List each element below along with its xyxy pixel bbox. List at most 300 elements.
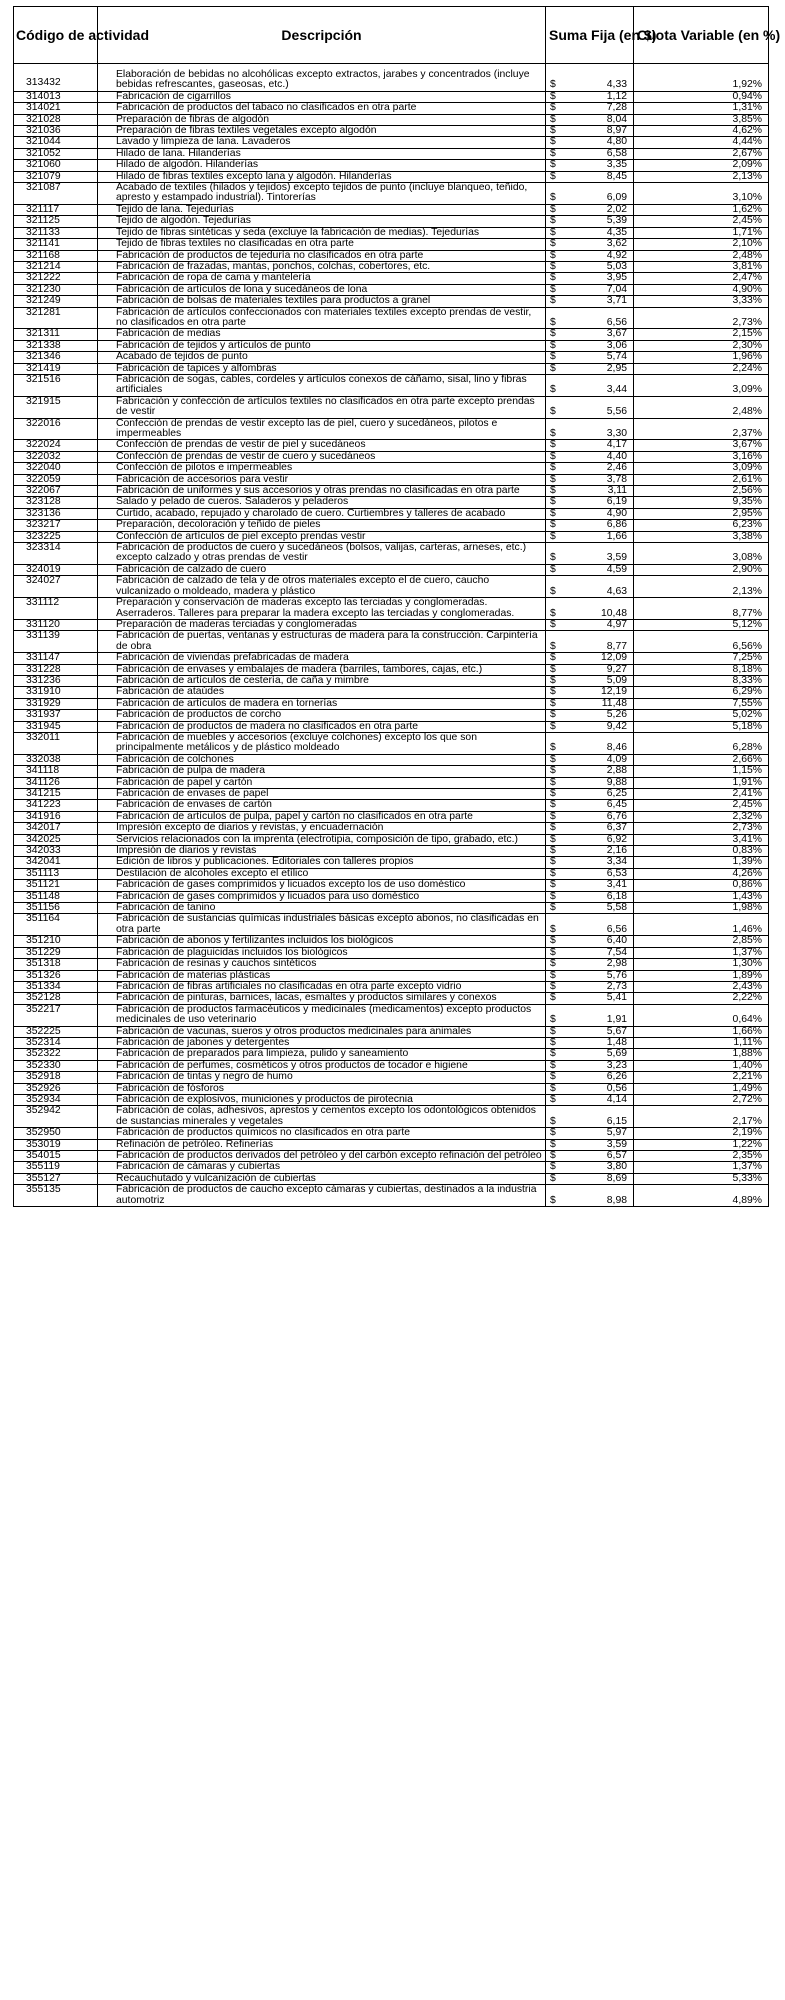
fixed-amount-cell: 9,88 — [568, 777, 634, 788]
variable-rate-cell: 1,98% — [634, 903, 769, 914]
fixed-amount-cell: 3,67 — [568, 329, 634, 340]
variable-rate-cell: 2,37% — [634, 418, 769, 440]
currency-symbol-cell: $ — [546, 160, 568, 171]
description-cell: Fabricación de gases comprimidos y licuados para uso doméstico — [98, 891, 546, 902]
description-cell: Tejido de algodón. Tejedurías — [98, 216, 546, 227]
currency-symbol-cell: $ — [546, 486, 568, 497]
variable-rate-cell: 1,91% — [634, 777, 769, 788]
description-cell: Fabricación de calzado de cuero — [98, 564, 546, 575]
fixed-amount-cell: 4,97 — [568, 619, 634, 630]
variable-rate-cell: 1,49% — [634, 1083, 769, 1094]
fixed-amount-cell: 4,59 — [568, 564, 634, 575]
description-cell: Fabricación de pinturas, barnices, lacas, esmaltes y productos similares y conexos — [98, 993, 546, 1004]
table-row — [14, 1072, 769, 1083]
fixed-amount-cell: 5,26 — [568, 710, 634, 721]
currency-symbol-cell: $ — [546, 284, 568, 295]
variable-rate-cell: 0,64% — [634, 1004, 769, 1026]
activity-code-cell: 321036 — [14, 126, 98, 137]
fixed-amount-cell: 3,80 — [568, 1162, 634, 1173]
currency-symbol-cell: $ — [546, 1037, 568, 1048]
currency-symbol-cell: $ — [546, 451, 568, 462]
description-cell: Hilado de lana. Hilanderías — [98, 148, 546, 159]
fixed-amount-cell: 6,56 — [568, 914, 634, 936]
currency-symbol-cell: $ — [546, 891, 568, 902]
description-cell: Fabricación de uniformes y sus accesorios y otras prendas no clasificadas en otra parte — [98, 486, 546, 497]
currency-symbol-cell: $ — [546, 463, 568, 474]
description-cell: Fabricación de sustancias químicas industriales básicas excepto abonos, no clasificadas en otra parte — [98, 914, 546, 936]
currency-symbol-cell: $ — [546, 1173, 568, 1184]
variable-rate-cell: 1,15% — [634, 766, 769, 777]
activity-code-cell: 321117 — [14, 204, 98, 215]
description-cell: Fabricación de productos de corcho — [98, 710, 546, 721]
table-row — [14, 363, 769, 374]
table-row — [14, 273, 769, 284]
fixed-amount-cell: 8,46 — [568, 732, 634, 754]
description-cell: Lavado y limpieza de lana. Lavaderos — [98, 137, 546, 148]
currency-symbol-cell: $ — [546, 204, 568, 215]
currency-symbol-cell: $ — [546, 183, 568, 205]
activity-code-cell: 321915 — [14, 396, 98, 418]
table-row — [14, 463, 769, 474]
variable-rate-cell: 1,37% — [634, 1162, 769, 1173]
table-row — [14, 857, 769, 868]
variable-rate-cell: 1,40% — [634, 1060, 769, 1071]
currency-symbol-cell: $ — [546, 91, 568, 102]
table-row — [14, 329, 769, 340]
description-cell: Fabricación de calzado de tela y de otros materiales excepto el de cuero, caucho vulcanizado o moldeado, madera y plástico — [98, 576, 546, 598]
variable-rate-cell: 8,77% — [634, 598, 769, 620]
variable-rate-cell: 3,33% — [634, 296, 769, 307]
fixed-amount-cell: 5,58 — [568, 903, 634, 914]
variable-rate-cell: 7,55% — [634, 698, 769, 709]
activity-code-cell: 321079 — [14, 171, 98, 182]
fixed-amount-cell: 3,34 — [568, 857, 634, 868]
variable-rate-cell: 2,13% — [634, 576, 769, 598]
variable-rate-cell: 2,90% — [634, 564, 769, 575]
fixed-amount-cell: 0,56 — [568, 1083, 634, 1094]
currency-symbol-cell: $ — [546, 64, 568, 92]
description-cell: Fabricación de productos del tabaco no clasificados en otra parte — [98, 103, 546, 114]
description-cell: Fabricación de envases de cartón — [98, 800, 546, 811]
fixed-amount-cell: 8,97 — [568, 126, 634, 137]
table-row — [14, 296, 769, 307]
currency-symbol-cell: $ — [546, 754, 568, 765]
fixed-amount-cell: 3,95 — [568, 273, 634, 284]
table-row — [14, 148, 769, 159]
table-row — [14, 204, 769, 215]
fixed-amount-cell: 5,03 — [568, 261, 634, 272]
currency-symbol-cell: $ — [546, 296, 568, 307]
variable-rate-cell: 2,35% — [634, 1151, 769, 1162]
fixed-amount-cell: 7,04 — [568, 284, 634, 295]
fixed-amount-cell: 7,28 — [568, 103, 634, 114]
variable-rate-cell: 1,31% — [634, 103, 769, 114]
currency-symbol-cell: $ — [546, 1185, 568, 1207]
table-row — [14, 451, 769, 462]
table-row — [14, 1162, 769, 1173]
currency-symbol-cell: $ — [546, 598, 568, 620]
variable-rate-cell: 8,18% — [634, 664, 769, 675]
table-row — [14, 789, 769, 800]
fixed-amount-cell: 5,09 — [568, 675, 634, 686]
description-cell: Fabricación de perfumes, cosméticos y otros productos de tocador e higiene — [98, 1060, 546, 1071]
fixed-amount-cell: 6,37 — [568, 823, 634, 834]
variable-rate-cell: 2,47% — [634, 273, 769, 284]
table-row — [14, 1106, 769, 1128]
fixed-amount-cell: 12,19 — [568, 687, 634, 698]
fixed-amount-cell: 6,45 — [568, 800, 634, 811]
description-cell: Fabricación de muebles y accesorios (excluye colchones) excepto los que son principalmente metálicos y de plástico moldeado — [98, 732, 546, 754]
description-cell: Destilación de alcoholes excepto el etílico — [98, 868, 546, 879]
description-cell: Fabricación de plaguicidas incluidos los biológicos — [98, 947, 546, 958]
activity-code-cell: 351210 — [14, 936, 98, 947]
fixed-amount-cell: 3,78 — [568, 474, 634, 485]
currency-symbol-cell: $ — [546, 396, 568, 418]
description-cell: Servicios relacionados con la imprenta (electrotipia, composición de tipo, grabado, etc.) — [98, 834, 546, 845]
description-cell: Impresión de diarios y revistas — [98, 846, 546, 857]
currency-symbol-cell: $ — [546, 1139, 568, 1150]
activity-code-cell: 332011 — [14, 732, 98, 754]
activity-code-cell: 351334 — [14, 981, 98, 992]
variable-rate-cell: 0,94% — [634, 91, 769, 102]
variable-rate-cell: 5,12% — [634, 619, 769, 630]
activity-code-cell: 321249 — [14, 296, 98, 307]
fixed-amount-cell: 4,63 — [568, 576, 634, 598]
variable-rate-cell: 1,37% — [634, 947, 769, 958]
description-cell: Impresión excepto de diarios y revistas, y encuadernación — [98, 823, 546, 834]
variable-rate-cell: 1,66% — [634, 1026, 769, 1037]
description-cell: Preparación de fibras textiles vegetales excepto algodón — [98, 126, 546, 137]
fixed-amount-cell: 1,91 — [568, 1004, 634, 1026]
fixed-amount-cell: 5,67 — [568, 1026, 634, 1037]
fixed-amount-cell: 4,17 — [568, 440, 634, 451]
fixed-amount-cell: 4,33 — [568, 64, 634, 92]
fixed-amount-cell: 6,09 — [568, 183, 634, 205]
activity-code-cell: 314021 — [14, 103, 98, 114]
currency-symbol-cell: $ — [546, 800, 568, 811]
fixed-amount-cell: 2,16 — [568, 846, 634, 857]
description-cell: Fabricación de productos de tejeduría no clasificados en otra parte — [98, 250, 546, 261]
activity-code-cell: 322032 — [14, 451, 98, 462]
description-cell: Fabricación de ataúdes — [98, 687, 546, 698]
fixed-amount-cell: 1,12 — [568, 91, 634, 102]
description-cell: Fabricación de vacunas, sueros y otros productos medicinales para animales — [98, 1026, 546, 1037]
table-row — [14, 631, 769, 653]
currency-symbol-cell: $ — [546, 631, 568, 653]
variable-rate-cell: 2,43% — [634, 981, 769, 992]
table-row — [14, 103, 769, 114]
currency-symbol-cell: $ — [546, 823, 568, 834]
currency-symbol-cell: $ — [546, 1004, 568, 1026]
fixed-amount-cell: 6,58 — [568, 148, 634, 159]
description-cell: Fabricación de papel y cartón — [98, 777, 546, 788]
table-row — [14, 598, 769, 620]
description-cell: Hilado de fibras textiles excepto lana y algodón. Hilanderías — [98, 171, 546, 182]
table-row — [14, 508, 769, 519]
variable-rate-cell: 4,26% — [634, 868, 769, 879]
description-cell: Fabricación de colas, adhesivos, aprestos y cementos excepto los odontológicos obtenidos de sustancias minerales y vegetales — [98, 1106, 546, 1128]
activity-code-cell: 351113 — [14, 868, 98, 879]
variable-rate-cell: 5,33% — [634, 1173, 769, 1184]
variable-rate-cell: 8,33% — [634, 675, 769, 686]
table-row — [14, 675, 769, 686]
variable-rate-cell: 1,71% — [634, 227, 769, 238]
fixed-amount-cell: 3,59 — [568, 543, 634, 565]
fixed-amount-cell: 4,14 — [568, 1094, 634, 1105]
activity-code-cell: 341118 — [14, 766, 98, 777]
description-cell: Fabricación de sogas, cables, cordeles y artículos conexos de cáñamo, sisal, lino y fibras artificiales — [98, 374, 546, 396]
currency-symbol-cell: $ — [546, 766, 568, 777]
variable-rate-cell: 4,89% — [634, 1185, 769, 1207]
fixed-amount-cell: 11,48 — [568, 698, 634, 709]
variable-rate-cell: 3,09% — [634, 374, 769, 396]
description-cell: Fabricación de fibras artificiales no clasificadas en otra parte excepto vidrio — [98, 981, 546, 992]
fixed-amount-cell: 5,97 — [568, 1128, 634, 1139]
activity-code-cell: 351326 — [14, 970, 98, 981]
activity-code-cell: 352926 — [14, 1083, 98, 1094]
currency-symbol-cell: $ — [546, 576, 568, 598]
table-row — [14, 903, 769, 914]
fixed-amount-cell: 9,42 — [568, 721, 634, 732]
currency-symbol-cell: $ — [546, 868, 568, 879]
currency-symbol-cell: $ — [546, 710, 568, 721]
description-cell: Fabricación de materias plásticas — [98, 970, 546, 981]
table-row — [14, 261, 769, 272]
description-cell: Fabricación de productos de caucho excepto cámaras y cubiertas, destinados a la industria automotriz — [98, 1185, 546, 1207]
fixed-amount-cell: 2,95 — [568, 363, 634, 374]
table-row — [14, 576, 769, 598]
variable-rate-cell: 3,10% — [634, 183, 769, 205]
table-row — [14, 880, 769, 891]
header-variable-rate: Cuota Variable (en %) — [634, 7, 769, 64]
currency-symbol-cell: $ — [546, 664, 568, 675]
activity-code-cell: 355119 — [14, 1162, 98, 1173]
activity-code-cell: 323225 — [14, 531, 98, 542]
activity-code-cell: 323128 — [14, 497, 98, 508]
variable-rate-cell: 2,67% — [634, 148, 769, 159]
variable-rate-cell: 3,81% — [634, 261, 769, 272]
variable-rate-cell: 2,19% — [634, 1128, 769, 1139]
fixed-amount-cell: 6,15 — [568, 1106, 634, 1128]
activity-fee-table — [13, 6, 781, 1207]
description-cell: Fabricación de productos químicos no clasificados en otra parte — [98, 1128, 546, 1139]
table-row — [14, 1151, 769, 1162]
description-cell: Fabricación de productos derivados del petróleo y del carbón excepto refinación del petróleo — [98, 1151, 546, 1162]
variable-rate-cell: 2,13% — [634, 171, 769, 182]
variable-rate-cell: 2,21% — [634, 1072, 769, 1083]
description-cell: Fabricación de resinas y cauchos sintéticos — [98, 959, 546, 970]
currency-symbol-cell: $ — [546, 1072, 568, 1083]
fixed-amount-cell: 9,27 — [568, 664, 634, 675]
table-row — [14, 947, 769, 958]
description-cell: Fabricación de productos farmacéuticos y medicinales (medicamentos) excepto productos medicinales de uso veterinario — [98, 1004, 546, 1026]
table-row — [14, 811, 769, 822]
currency-symbol-cell: $ — [546, 936, 568, 947]
table-row — [14, 486, 769, 497]
fixed-amount-cell: 8,45 — [568, 171, 634, 182]
activity-code-cell: 331139 — [14, 631, 98, 653]
activity-code-cell: 352225 — [14, 1026, 98, 1037]
variable-rate-cell: 1,88% — [634, 1049, 769, 1060]
description-cell: Refinación de petróleo. Refinerías — [98, 1139, 546, 1150]
table-row — [14, 340, 769, 351]
currency-symbol-cell: $ — [546, 846, 568, 857]
activity-code-cell: 352217 — [14, 1004, 98, 1026]
activity-code-cell: 351229 — [14, 947, 98, 958]
currency-symbol-cell: $ — [546, 363, 568, 374]
table-row — [14, 1139, 769, 1150]
fixed-amount-cell: 6,57 — [568, 1151, 634, 1162]
fixed-amount-cell: 2,88 — [568, 766, 634, 777]
currency-symbol-cell: $ — [546, 1083, 568, 1094]
variable-rate-cell: 1,89% — [634, 970, 769, 981]
currency-symbol-cell: $ — [546, 721, 568, 732]
fixed-amount-cell: 4,40 — [568, 451, 634, 462]
description-cell: Fabricación de gases comprimidos y licuados excepto los de uso doméstico — [98, 880, 546, 891]
table-row — [14, 664, 769, 675]
description-cell: Fabricación de artículos de madera en tornerías — [98, 698, 546, 709]
fixed-amount-cell: 1,66 — [568, 531, 634, 542]
fixed-amount-cell: 4,80 — [568, 137, 634, 148]
table-row — [14, 800, 769, 811]
variable-rate-cell: 5,18% — [634, 721, 769, 732]
variable-rate-cell: 2,10% — [634, 239, 769, 250]
activity-code-cell: 331147 — [14, 653, 98, 664]
currency-symbol-cell: $ — [546, 1128, 568, 1139]
activity-code-cell: 351121 — [14, 880, 98, 891]
activity-code-cell: 321133 — [14, 227, 98, 238]
activity-code-cell: 331910 — [14, 687, 98, 698]
description-cell: Fabricación y confección de artículos textiles no clasificados en otra parte excepto prendas de vestir — [98, 396, 546, 418]
activity-code-cell: 323136 — [14, 508, 98, 519]
table-row — [14, 137, 769, 148]
currency-symbol-cell: $ — [546, 352, 568, 363]
table-row — [14, 1185, 769, 1207]
currency-symbol-cell: $ — [546, 1060, 568, 1071]
description-cell: Salado y pelado de cueros. Saladeros y peladeros — [98, 497, 546, 508]
variable-rate-cell: 2,66% — [634, 754, 769, 765]
currency-symbol-cell: $ — [546, 789, 568, 800]
fixed-amount-cell: 4,92 — [568, 250, 634, 261]
header-fixed-amount: Suma Fija (en $) — [546, 7, 634, 64]
variable-rate-cell: 6,56% — [634, 631, 769, 653]
variable-rate-cell: 2,22% — [634, 993, 769, 1004]
activity-code-cell: 331945 — [14, 721, 98, 732]
activity-code-cell: 321230 — [14, 284, 98, 295]
description-cell: Elaboración de bebidas no alcohólicas excepto extractos, jarabes y concentrados (incluye bebidas refrescantes, gaseosas, etc.) — [98, 64, 546, 92]
description-cell: Fabricación de jabones y detergentes — [98, 1037, 546, 1048]
variable-rate-cell: 2,30% — [634, 340, 769, 351]
currency-symbol-cell: $ — [546, 126, 568, 137]
activity-code-cell: 321338 — [14, 340, 98, 351]
currency-symbol-cell: $ — [546, 261, 568, 272]
activity-code-cell: 322016 — [14, 418, 98, 440]
description-cell: Preparación, decoloración y teñido de pieles — [98, 520, 546, 531]
table-row — [14, 1037, 769, 1048]
currency-symbol-cell: $ — [546, 216, 568, 227]
variable-rate-cell: 5,02% — [634, 710, 769, 721]
currency-symbol-cell: $ — [546, 959, 568, 970]
table-row — [14, 374, 769, 396]
activity-code-cell: 332038 — [14, 754, 98, 765]
variable-rate-cell: 2,95% — [634, 508, 769, 519]
activity-code-cell: 321028 — [14, 114, 98, 125]
description-cell: Fabricación de preparados para limpieza, pulido y saneamiento — [98, 1049, 546, 1060]
currency-symbol-cell: $ — [546, 543, 568, 565]
currency-symbol-cell: $ — [546, 440, 568, 451]
fixed-amount-cell: 4,09 — [568, 754, 634, 765]
table-row — [14, 823, 769, 834]
table-header-row — [14, 7, 769, 64]
table-row — [14, 766, 769, 777]
variable-rate-cell: 2,85% — [634, 936, 769, 947]
table-row — [14, 64, 769, 92]
variable-rate-cell: 2,45% — [634, 216, 769, 227]
currency-symbol-cell: $ — [546, 947, 568, 958]
currency-symbol-cell: $ — [546, 474, 568, 485]
fixed-amount-cell: 6,53 — [568, 868, 634, 879]
table-row — [14, 564, 769, 575]
fixed-amount-cell: 5,41 — [568, 993, 634, 1004]
activity-code-cell: 341126 — [14, 777, 98, 788]
activity-code-cell: 342025 — [14, 834, 98, 845]
currency-symbol-cell: $ — [546, 418, 568, 440]
activity-code-cell: 351148 — [14, 891, 98, 902]
description-cell: Fabricación de explosivos, municiones y productos de pirotecnia — [98, 1094, 546, 1105]
table-row — [14, 619, 769, 630]
variable-rate-cell: 4,44% — [634, 137, 769, 148]
fixed-amount-cell: 5,56 — [568, 396, 634, 418]
activity-code-cell: 323217 — [14, 520, 98, 531]
table-row — [14, 834, 769, 845]
table-row — [14, 239, 769, 250]
activity-code-cell: 342041 — [14, 857, 98, 868]
activity-code-cell: 321516 — [14, 374, 98, 396]
activity-code-cell: 352322 — [14, 1049, 98, 1060]
description-cell: Tejido de fibras sintéticas y seda (excluye la fabricación de medias). Tejedurías — [98, 227, 546, 238]
fixed-amount-cell: 4,90 — [568, 508, 634, 519]
description-cell: Fabricación de envases de papel — [98, 789, 546, 800]
variable-rate-cell: 3,09% — [634, 463, 769, 474]
fixed-amount-cell: 5,69 — [568, 1049, 634, 1060]
table-row — [14, 216, 769, 227]
description-cell: Fabricación de viviendas prefabricadas de madera — [98, 653, 546, 664]
table-row — [14, 732, 769, 754]
currency-symbol-cell: $ — [546, 675, 568, 686]
variable-rate-cell: 2,15% — [634, 329, 769, 340]
activity-code-cell: 314013 — [14, 91, 98, 102]
fixed-amount-cell: 3,11 — [568, 486, 634, 497]
description-cell: Preparación de maderas terciadas y conglomeradas — [98, 619, 546, 630]
description-cell: Fabricación de tapices y alfombras — [98, 363, 546, 374]
variable-rate-cell: 2,73% — [634, 307, 769, 329]
fixed-amount-cell: 5,76 — [568, 970, 634, 981]
activity-code-cell: 323314 — [14, 543, 98, 565]
activity-code-cell: 354015 — [14, 1151, 98, 1162]
table-row — [14, 227, 769, 238]
table-row — [14, 284, 769, 295]
currency-symbol-cell: $ — [546, 981, 568, 992]
description-cell: Curtido, acabado, repujado y charolado de cuero. Curtiembres y talleres de acabado — [98, 508, 546, 519]
fixed-amount-cell: 6,26 — [568, 1072, 634, 1083]
table-row — [14, 418, 769, 440]
fixed-amount-cell: 10,48 — [568, 598, 634, 620]
activity-code-cell: 352942 — [14, 1106, 98, 1128]
table-row — [14, 1083, 769, 1094]
currency-symbol-cell: $ — [546, 340, 568, 351]
currency-symbol-cell: $ — [546, 564, 568, 575]
fixed-amount-cell: 6,92 — [568, 834, 634, 845]
